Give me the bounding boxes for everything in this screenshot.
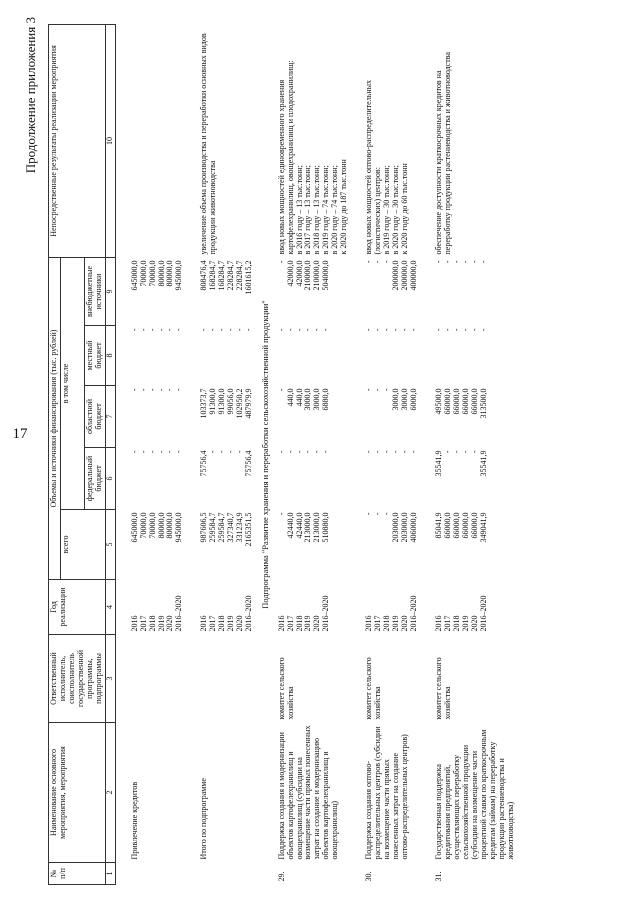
row-number (130, 863, 186, 885)
subprogram-row (255, 24, 277, 884)
header-year: Год реализации (49, 580, 106, 635)
row-federal: - - - - - - (276, 450, 331, 454)
col-num: 1 (105, 863, 115, 885)
col-num: 10 (105, 24, 115, 257)
row-extra: 808476,4 168284,7 168284,7 228284,7 228284,7 1601615,2 (199, 260, 254, 295)
col-num: 6 (105, 448, 115, 510)
col-num: 3 (105, 635, 115, 723)
row-years: 2016 2017 2018 2019 2020 2016–2020 (276, 595, 331, 632)
row-years: 2016 2017 2018 2019 2020 2016–2020 (364, 595, 419, 632)
row-years: 2016 2017 2018 2019 2020 2016–2020 (433, 595, 488, 632)
table-row (199, 24, 255, 884)
row-total: - 42440,0 42440,0 213000,0 213000,0 510880,0 (276, 512, 331, 543)
row-number: 30. (364, 871, 374, 882)
header-incl: в том числе (60, 257, 84, 509)
row-regional: - 440,0 440,0 3000,0 3000,0 6880,0 (276, 388, 331, 411)
table-row (434, 24, 517, 884)
row-extra: - - - - - - (433, 260, 488, 264)
col-num: 9 (105, 257, 115, 325)
row-number (199, 863, 255, 885)
row-federal: - - - - - - (129, 450, 184, 454)
col-num: 2 (105, 723, 115, 863)
header-extra: внебюджетные источники (84, 257, 105, 325)
row-regional: - - - 3000,0 3000,0 6000,0 (364, 388, 419, 411)
continuation-title: Продолжение приложения 3 (23, 17, 38, 174)
row-federal: 35541,9 - - - - 35541,9 (433, 450, 488, 477)
header-responsible: Ответственный исполнитель, соисполнитель государственной программы, подпрограммы (49, 635, 106, 723)
col-num: 8 (105, 326, 115, 386)
row-local: - - - - - - (276, 328, 331, 332)
header-local: местный бюджет (84, 326, 105, 386)
row-regional: - - - - - - (129, 388, 184, 392)
row-local: - - - - - - (129, 328, 184, 332)
page-number: 17 (12, 425, 28, 442)
row-federal: 75756,4 - - - - 75756,4 (199, 450, 254, 477)
row-extra: - - - 200000,0 200000,0 400000,0 (364, 260, 419, 291)
row-regional: 49500,0 66000,0 66000,0 66000,0 66000,0 313500,0 (433, 388, 488, 419)
header-total: всего (60, 510, 105, 580)
header-name: Наименование основного мероприятия, мероприятия (49, 723, 106, 863)
row-responsible: комитет сельского хозяйства (433, 657, 452, 720)
row-responsible (199, 635, 255, 723)
row-federal: - - - - - - (364, 450, 419, 454)
col-num: 5 (105, 510, 115, 580)
row-total: 645000,0 70000,0 70000,0 80000,0 80000,0 945000,0 (129, 512, 184, 543)
row-total: 987606,5 259584,7 259584,7 327340,7 331234,9 2165351,5 (199, 512, 254, 547)
row-result: обеспечение доступности краткосрочных кредитов на переработку продукции растениеводства и животноводства (433, 52, 452, 255)
subprogram-title: Подпрограмма "Развитие хранения и переработки сельскохозяйственной продукции" (260, 300, 271, 609)
row-name: Привлечение кредитов (129, 781, 139, 860)
row-local: - - - - - - (433, 328, 488, 332)
table-row (364, 24, 420, 884)
table-row (277, 24, 351, 884)
row-extra: - 42000,0 42000,0 210000,0 210000,0 504000,0 (276, 260, 331, 291)
header-funding: Объемы и источники финансирования (тыс. рублей) (49, 257, 61, 579)
row-result: ввод новых мощностей единовременного хранения картофелехранилищ, овощехранилищ и плодохранилищ: в 2016 году – 13 тыс.тонн; в 2017 году – 13 тыс.тонн; в 2018 году – 13 тыс.тонн; в 2019 году – 74 тыс.тонн; в 2020 году – 74 тыс.тонн; к 2020 году до 187 тыс.тонн (276, 60, 349, 255)
row-number: 29. (276, 871, 286, 882)
row-total: 85041,9 66000,0 66000,0 66000,0 66000,0 349041,9 (433, 512, 488, 543)
table-row (130, 24, 186, 884)
rotated-page (20, 13, 630, 893)
header-federal: федеральный бюджет (84, 448, 105, 510)
program-table (48, 24, 517, 885)
row-result: увеличение объема производства и переработки основных видов продукции животноводства (199, 33, 218, 255)
row-local: - - - - - - (364, 328, 419, 332)
row-years: 2016 2017 2018 2019 2020 2016–2020 (129, 595, 184, 632)
column-numbers-row (105, 24, 115, 884)
row-local: - - - - - - (199, 328, 254, 332)
row-extra: 645000,0 70000,0 70000,0 80000,0 80000,0 945000,0 (129, 260, 184, 291)
header-regional: областной бюджет (84, 386, 105, 448)
row-result (130, 24, 186, 257)
col-num: 4 (105, 580, 115, 635)
header-results: Непосредственные результаты реализации мероприятия (49, 24, 106, 257)
row-name: Государственная поддержка кредитования предприятий, осуществляющих переработку сельскохозяйственной продукции (субсидии на возмещение части процентной ставки по краткосрочным кредитам (займам) на переработку продукции растениеводства и животноводства) (433, 729, 515, 860)
row-number: 31. (433, 871, 443, 882)
table-header (49, 24, 116, 884)
row-responsible (130, 635, 186, 723)
row-total: - - - 203000,0 203000,0 406000,0 (364, 512, 419, 543)
row-years: 2016 2017 2018 2019 2020 2016–2020 (199, 595, 254, 632)
row-responsible: комитет сельского хозяйства (364, 657, 383, 720)
row-name: Итого по подпрограмме (199, 778, 209, 860)
row-name: Поддержка создания и модернизации объектов картофелехранилищ и овощехранилищ (субсидии на возмещение части прямых понесенных затрат на создание и модернизацию объектов картофелехранилищ и овощехранилищ) (276, 725, 340, 860)
row-responsible: комитет сельского хозяйства (276, 657, 295, 720)
col-num: 7 (105, 386, 115, 448)
row-result: ввод новых мощностей оптово-распределительных (логистических) центров: в 2019 году – 30 тыс.тонн; в 2020 году – 30 тыс.тонн; к 2020 году до 60 тыс.тонн (364, 80, 410, 255)
header-no: № п/п (49, 868, 67, 879)
row-regional: 103373,7 91300,0 91300,0 99056,0 102950,2 487979,9 (199, 388, 254, 419)
row-name: Поддержка создания оптово-распределительных центров (субсидии на возмещение части прямых понесенных затрат на создание оптово-распределительных центров) (364, 726, 410, 860)
